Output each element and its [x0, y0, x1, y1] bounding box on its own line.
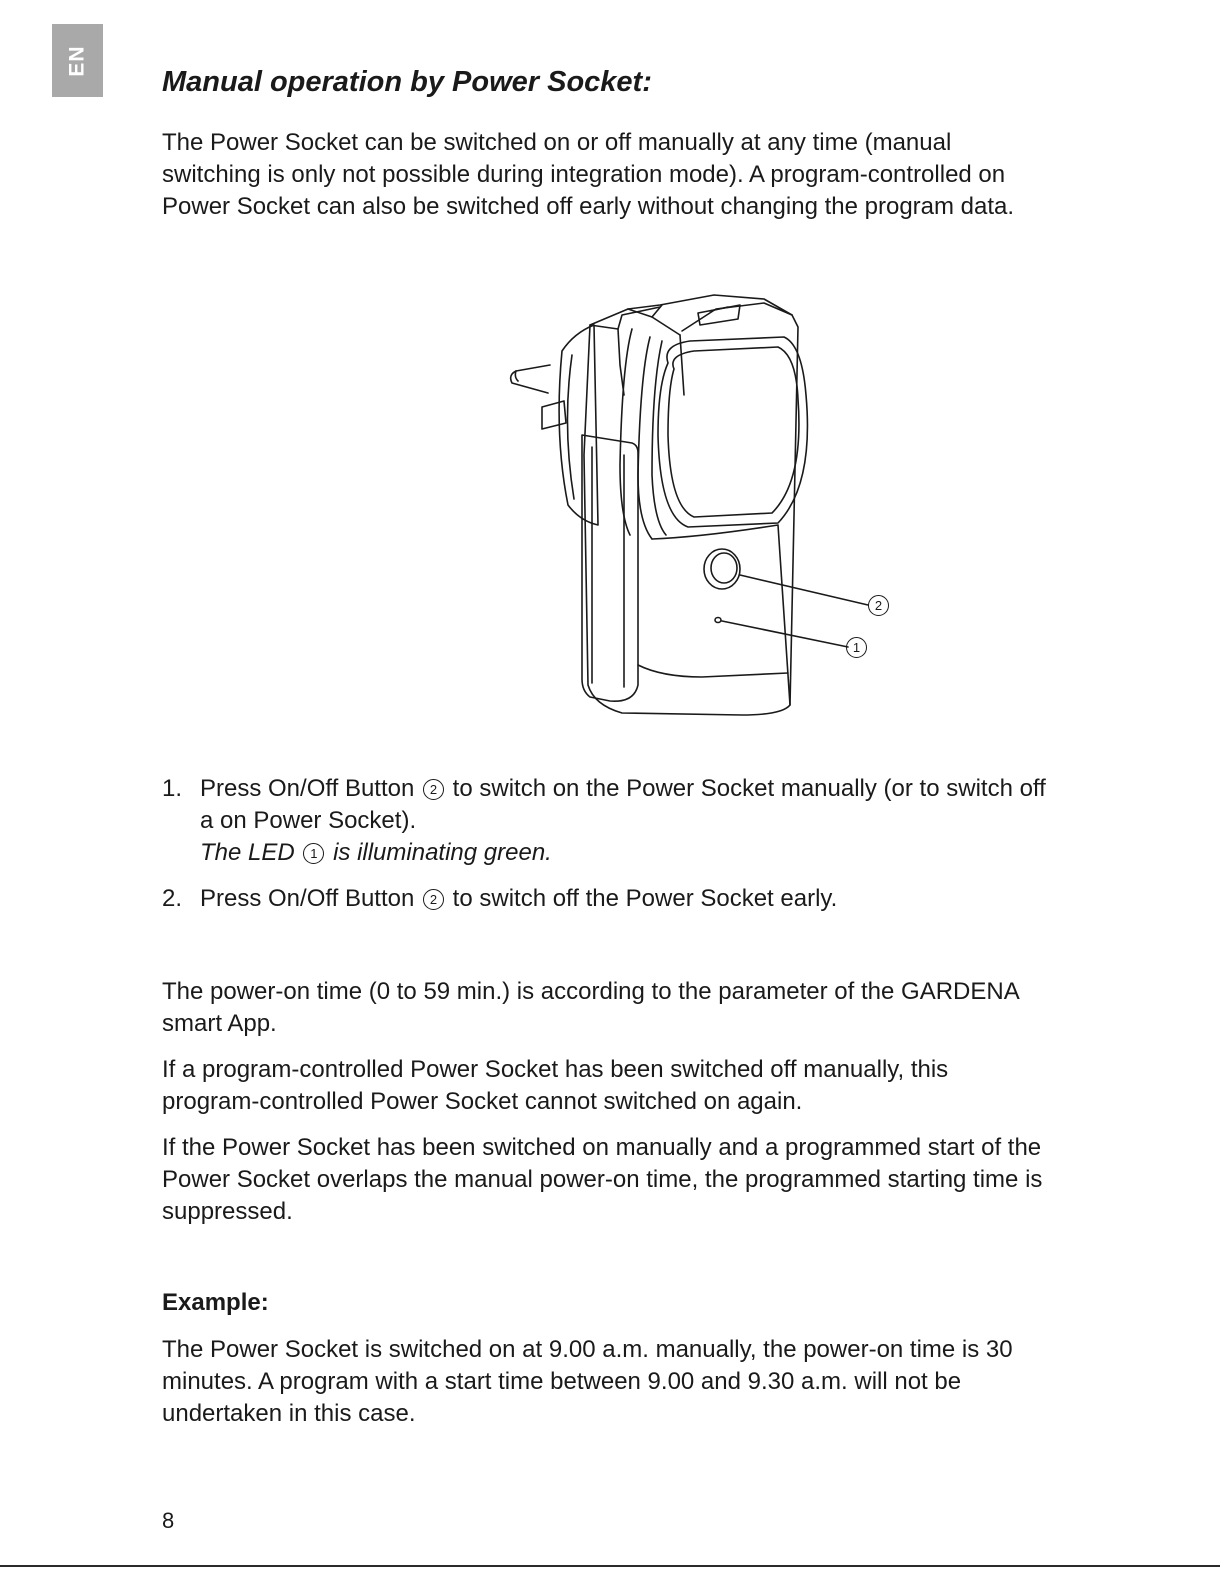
- callout-2-label: [868, 595, 889, 616]
- housing-outline: [584, 295, 798, 715]
- step-list: [162, 773, 1052, 929]
- on-off-button: [704, 549, 740, 589]
- step-item: [162, 883, 1052, 915]
- overlap-paragraph: If the Power Socket has been switched on manually and a programmed start of the Power Socket overlaps the manual power-on time, the programmed starting time is suppressed.: [162, 1134, 1043, 1225]
- step-text-after: to switch on the Power Socket manually (or to switch off a on Power Socket).: [200, 775, 1046, 834]
- result-text-before: The LED: [200, 839, 295, 866]
- callout-2-number: 2: [874, 598, 883, 613]
- switched-off-paragraph: If a program-controlled Power Socket has been switched off manually, this program-controlled Power Socket cannot switched on again.: [162, 1056, 949, 1115]
- step-number: 1.: [162, 775, 183, 802]
- led-ref-badge: 1: [303, 843, 324, 864]
- power-on-time-paragraph: The power-on time (0 to 59 min.) is according to the parameter of the GARDENA smart App.: [162, 978, 1019, 1037]
- page-title: Manual operation by Power Socket:: [162, 66, 652, 98]
- step-result: [200, 837, 1052, 869]
- example-heading: Example:: [162, 1289, 269, 1316]
- step-text-before: Press On/Off Button: [200, 775, 415, 802]
- led-indicator: [715, 618, 721, 623]
- button-ref-badge: 2: [423, 779, 444, 800]
- example-paragraph: The Power Socket is switched on at 9.00 a.m. manually, the power-on time is 30 minutes. A program with a start time between 9.00 and 9.30 a.m. will not be undertaken in this case.: [162, 1336, 1013, 1427]
- step-number: 2.: [162, 885, 183, 912]
- intro-paragraph: The Power Socket can be switched on or off manually at any time (manual switching is only not possible during integration mode). A program-controlled on Power Socket can also be switched off early without changing the program data.: [162, 129, 1015, 220]
- power-socket-illustration: [502, 285, 922, 725]
- language-label: EN: [65, 44, 89, 77]
- result-text-after: is illuminating green.: [333, 839, 552, 866]
- page-number: 8: [162, 1508, 175, 1533]
- button-ref-badge: 2: [423, 889, 444, 910]
- plug-pin: [511, 365, 550, 393]
- language-tab: [52, 24, 103, 97]
- callout-1-number: 1: [852, 640, 861, 655]
- bottom-rule: [0, 1565, 1220, 1567]
- callout-1-label: [846, 637, 867, 658]
- socket-lid: [658, 337, 807, 527]
- step-text-before: Press On/Off Button: [200, 885, 415, 912]
- step-item: [162, 773, 1052, 869]
- step-text-after: to switch off the Power Socket early.: [452, 885, 838, 912]
